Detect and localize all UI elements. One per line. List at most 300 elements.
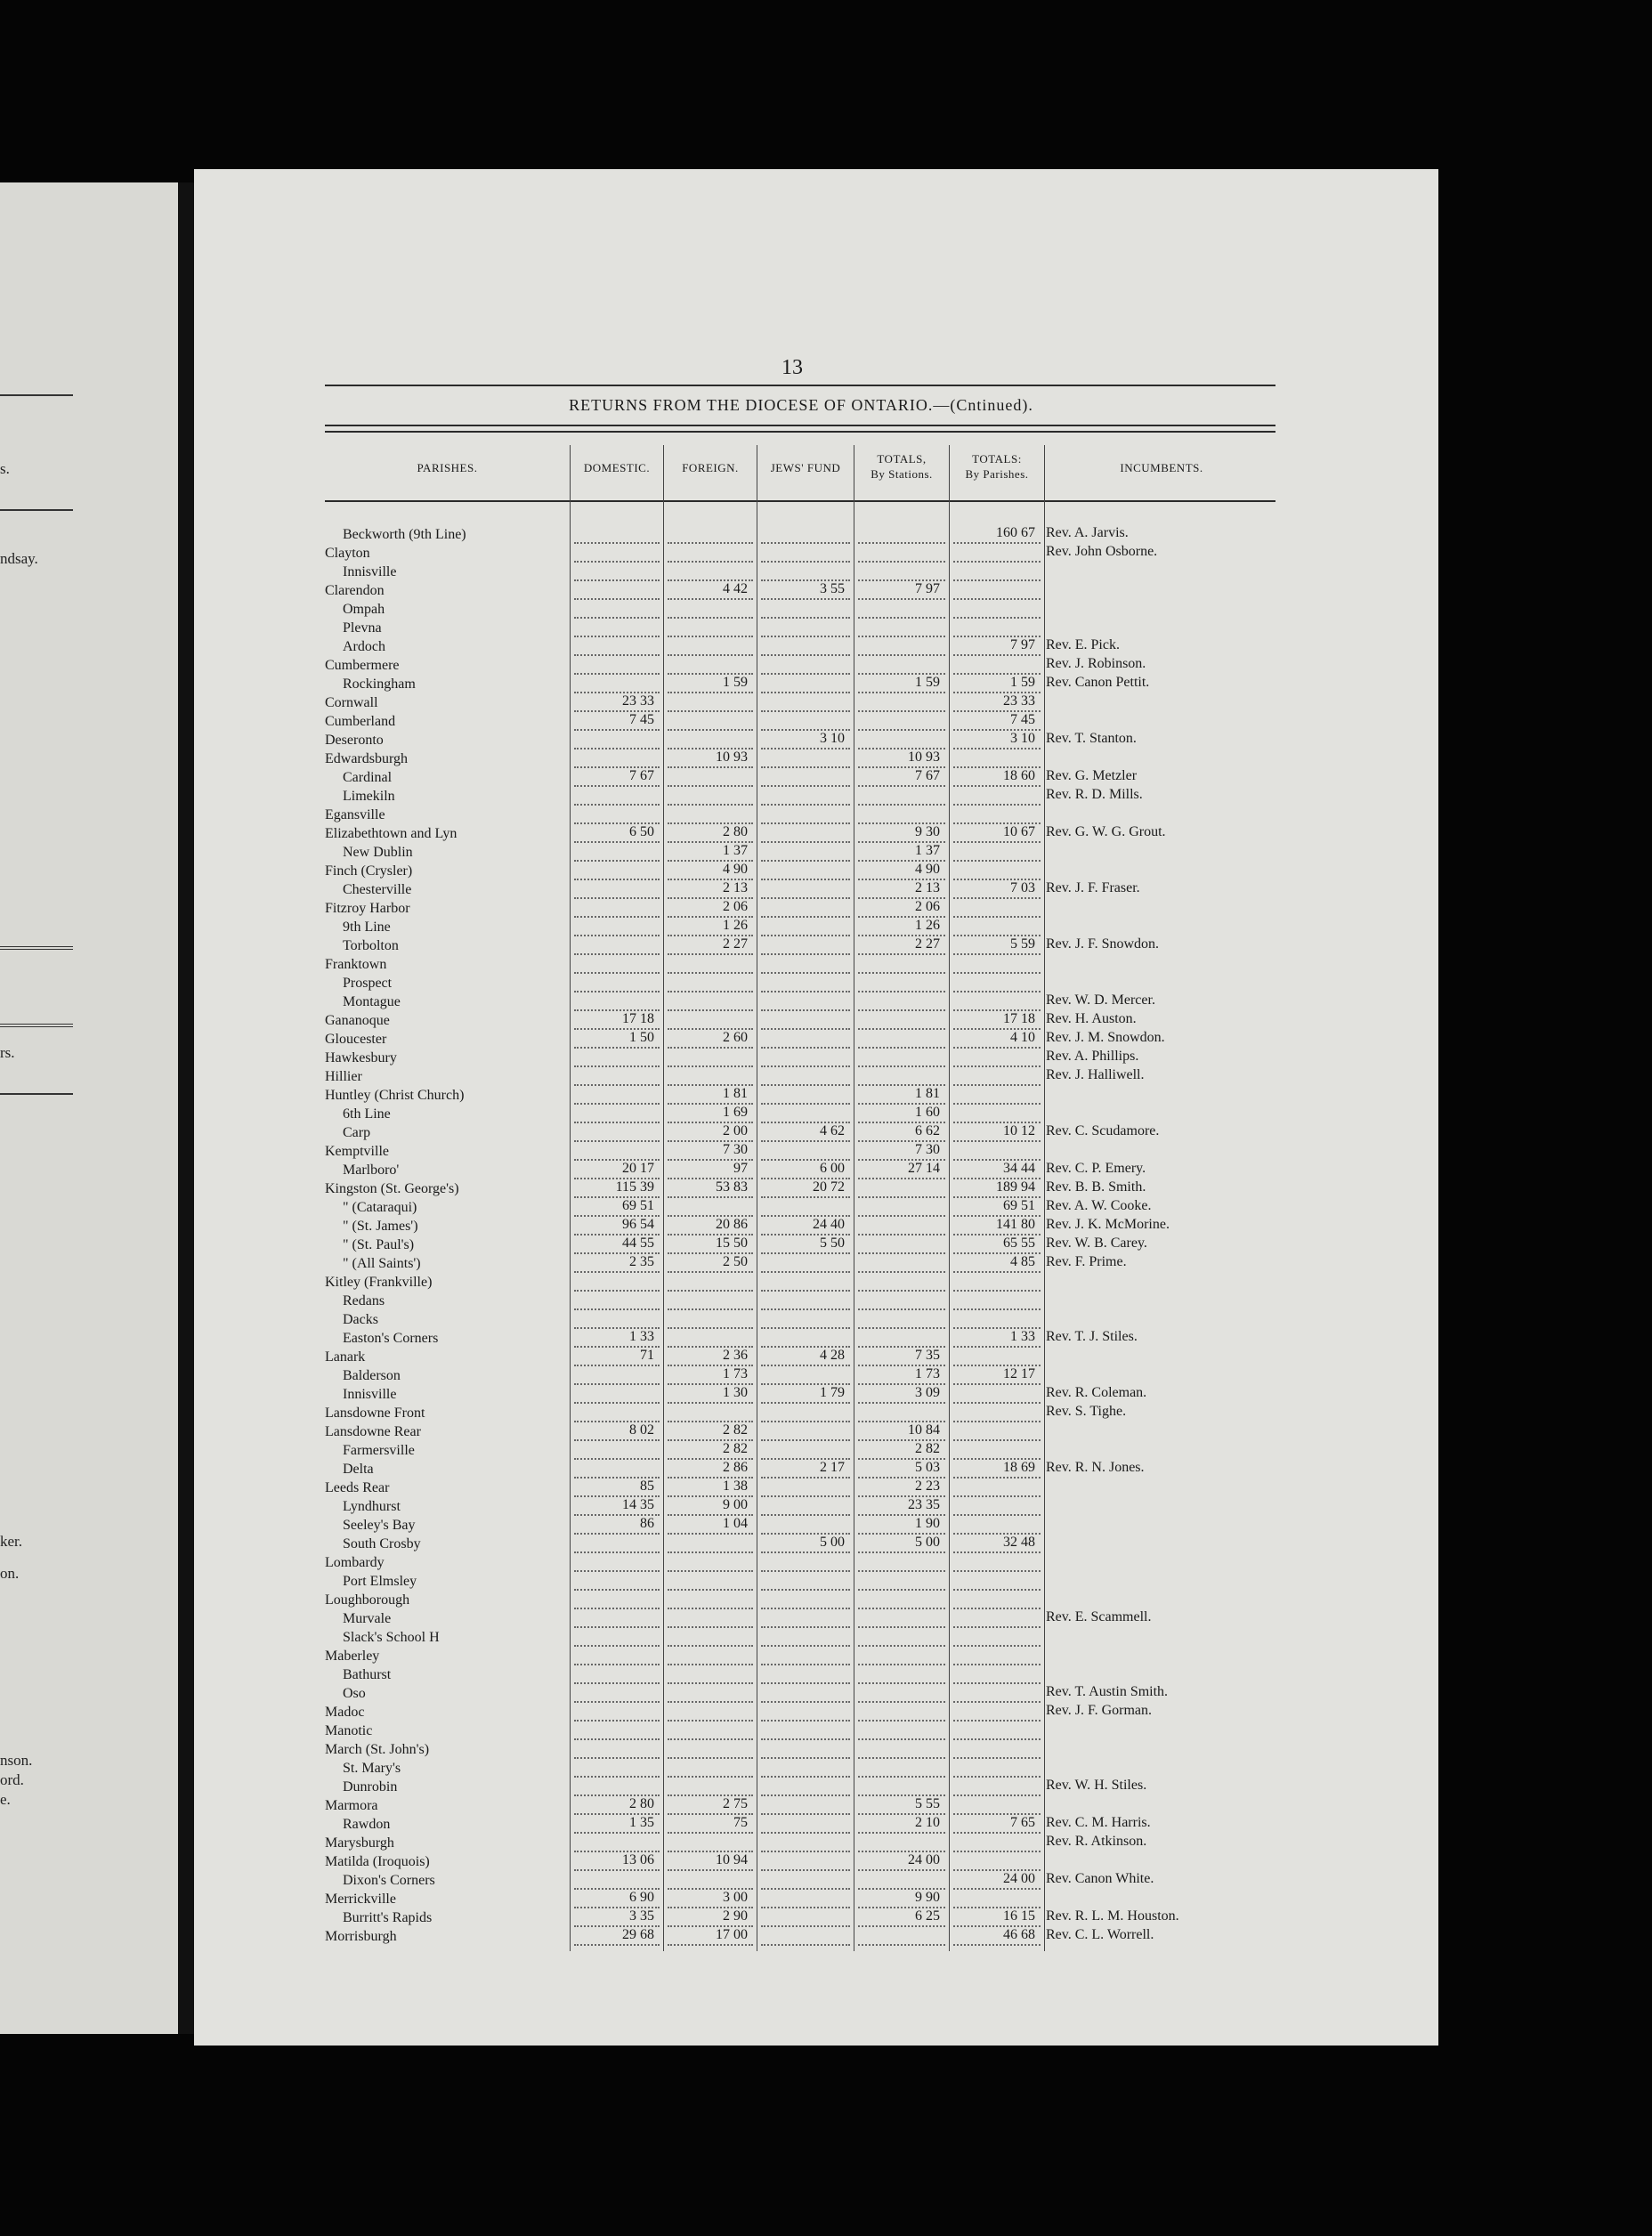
- leader-dots: [668, 1308, 753, 1310]
- cell-foreign: 1 26: [723, 918, 748, 933]
- parish-name: Innisville: [343, 564, 397, 579]
- cell-domestic: 85: [640, 1479, 654, 1494]
- parish-name: Cumberland: [325, 714, 396, 729]
- cell-parishes: 17 18: [1003, 1011, 1035, 1026]
- cell-foreign: 4 90: [723, 862, 748, 877]
- cell-foreign: 2 50: [723, 1254, 748, 1269]
- cell-stations: 7 67: [915, 768, 940, 783]
- cell-stations: 2 06: [915, 899, 940, 914]
- page-number: 13: [781, 356, 803, 379]
- cell-parishes: 69 51: [1003, 1198, 1035, 1213]
- parish-name: Egansville: [325, 807, 385, 822]
- cell-domestic: 86: [640, 1516, 654, 1531]
- cell-jews: 4 62: [820, 1123, 845, 1138]
- leader-dots: [953, 1065, 1041, 1067]
- leader-dots: [668, 1720, 753, 1722]
- header-rule: [325, 500, 1275, 502]
- leader-dots: [761, 1271, 850, 1273]
- leader-dots: [761, 1439, 850, 1441]
- cell-foreign: 2 36: [723, 1348, 748, 1363]
- cell-domestic: 8 02: [629, 1422, 654, 1438]
- parish-name: Cardinal: [343, 770, 393, 785]
- cell-jews: 3 10: [820, 731, 845, 746]
- leader-dots: [574, 1290, 660, 1292]
- leader-dots: [574, 1944, 660, 1946]
- leader-dots: [953, 579, 1041, 581]
- cell-domestic: 7 45: [629, 712, 654, 727]
- leader-dots: [761, 916, 850, 918]
- leader-dots: [574, 561, 660, 563]
- parish-name: Seeley's Bay: [343, 1518, 416, 1533]
- leader-dots: [668, 617, 753, 619]
- cell-stations: 1 60: [915, 1105, 940, 1120]
- leader-dots: [761, 841, 850, 843]
- leader-dots: [858, 1925, 945, 1927]
- parish-name: Huntley (Christ Church): [325, 1088, 465, 1103]
- cell-parishes: 18 69: [1003, 1460, 1035, 1475]
- cell-parishes: 160 67: [996, 525, 1035, 540]
- leader-dots: [574, 1664, 660, 1665]
- leader-dots: [761, 1925, 850, 1927]
- parish-name: Farmersville: [343, 1443, 415, 1458]
- incumbent-name: Rev. J. Robinson.: [1046, 656, 1146, 671]
- parish-name: Gloucester: [325, 1032, 387, 1047]
- leader-dots: [574, 1570, 660, 1572]
- header-text: TOTALS,: [877, 452, 927, 466]
- leader-dots: [953, 617, 1041, 619]
- cell-parishes: 10 67: [1003, 824, 1035, 839]
- leader-dots: [574, 1271, 660, 1273]
- leader-dots: [953, 1402, 1041, 1404]
- incumbent-name: Rev. C. P. Emery.: [1046, 1161, 1146, 1176]
- leader-dots: [953, 1421, 1041, 1422]
- incumbent-name: Rev. W. H. Stiles.: [1046, 1778, 1147, 1793]
- leader-dots: [761, 1365, 850, 1366]
- incumbent-name: Rev. T. J. Stiles.: [1046, 1329, 1138, 1344]
- leader-dots: [668, 636, 753, 637]
- leader-dots: [574, 953, 660, 955]
- left-page-fragment: [0, 182, 178, 2034]
- parish-name: Manotic: [325, 1723, 373, 1738]
- cell-domestic: 96 54: [622, 1217, 654, 1232]
- parish-name: Kemptville: [325, 1144, 389, 1159]
- cell-stations: 5 55: [915, 1796, 940, 1811]
- header-parishes: PARISHES.: [417, 461, 478, 474]
- parish-name: Matilda (Iroquois): [325, 1854, 430, 1869]
- cell-foreign: 75: [733, 1815, 748, 1830]
- leader-dots: [668, 598, 753, 600]
- cell-parishes: 18 60: [1003, 768, 1035, 783]
- leader-dots: [761, 1084, 850, 1086]
- leader-dots: [858, 729, 945, 731]
- cell-foreign: 2 06: [723, 899, 748, 914]
- leader-dots: [574, 897, 660, 899]
- leader-dots: [761, 1308, 850, 1310]
- leader-dots: [574, 991, 660, 992]
- leader-dots: [761, 1140, 850, 1142]
- leader-dots: [574, 1103, 660, 1105]
- leader-dots: [761, 1009, 850, 1011]
- leader-dots: [761, 766, 850, 768]
- leader-dots: [953, 1477, 1041, 1479]
- cell-stations: 1 26: [915, 918, 940, 933]
- parish-name: Merrickville: [325, 1892, 396, 1907]
- leader-dots: [761, 1551, 850, 1553]
- leader-dots: [858, 1327, 945, 1329]
- leader-dots: [761, 1252, 850, 1254]
- leader-dots: [761, 1794, 850, 1796]
- leader-dots: [761, 1888, 850, 1890]
- rule: [0, 946, 73, 950]
- leader-dots: [953, 1664, 1041, 1665]
- leader-dots: [668, 1701, 753, 1703]
- cell-parishes: 7 65: [1010, 1815, 1035, 1830]
- cell-domestic: 1 35: [629, 1815, 654, 1830]
- leader-dots: [761, 1757, 850, 1759]
- header-jews-fund: JEWS' FUND: [770, 461, 841, 474]
- leader-dots: [761, 804, 850, 806]
- leader-dots: [668, 1682, 753, 1684]
- leader-dots: [858, 1271, 945, 1273]
- parish-name: Rockingham: [343, 676, 416, 692]
- cell-foreign: 9 00: [723, 1497, 748, 1512]
- incumbent-name: Rev. C. L. Worrell.: [1046, 1927, 1154, 1942]
- parish-name: Finch (Crysler): [325, 863, 413, 879]
- parish-name: Bathurst: [343, 1667, 392, 1682]
- leader-dots: [574, 916, 660, 918]
- leader-dots: [761, 1720, 850, 1722]
- incumbent-name: Rev. E. Pick.: [1046, 637, 1120, 652]
- parish-name: Chesterville: [343, 882, 412, 897]
- cell-parishes: 7 97: [1010, 637, 1035, 652]
- cell-parishes: 23 33: [1003, 693, 1035, 709]
- cell-parishes: 7 45: [1010, 712, 1035, 727]
- leader-dots: [858, 1308, 945, 1310]
- leader-dots: [761, 1196, 850, 1198]
- leader-dots: [668, 1608, 753, 1609]
- leader-dots: [858, 561, 945, 563]
- cell-parishes: 189 94: [996, 1179, 1035, 1195]
- leader-dots: [858, 1178, 945, 1179]
- leader-dots: [761, 1645, 850, 1647]
- leader-dots: [668, 1832, 753, 1834]
- leader-dots: [668, 542, 753, 544]
- cell-domestic: 2 35: [629, 1254, 654, 1269]
- leader-dots: [761, 785, 850, 787]
- leader-dots: [858, 1776, 945, 1778]
- leader-dots: [953, 953, 1041, 955]
- parish-name: " (St. Paul's): [343, 1237, 415, 1252]
- incumbent-name: Rev. J. Halliwell.: [1046, 1067, 1145, 1082]
- leader-dots: [953, 916, 1041, 918]
- leader-dots: [858, 1252, 945, 1254]
- leader-dots: [668, 1869, 753, 1871]
- leader-dots: [574, 1047, 660, 1049]
- cell-jews: 24 40: [813, 1217, 845, 1232]
- leader-dots: [953, 1888, 1041, 1890]
- leader-dots: [858, 1551, 945, 1553]
- leader-dots: [953, 972, 1041, 974]
- leader-dots: [574, 1458, 660, 1460]
- parish-name: Deseronto: [325, 733, 384, 748]
- leader-dots: [858, 953, 945, 955]
- leader-dots: [858, 1290, 945, 1292]
- cell-foreign: 1 81: [723, 1086, 748, 1101]
- title-rule-2: [325, 431, 1275, 433]
- parish-name: Port Elmsley: [343, 1574, 417, 1589]
- parish-name: Cornwall: [325, 695, 378, 710]
- leader-dots: [668, 1009, 753, 1011]
- cell-foreign: 2 75: [723, 1796, 748, 1811]
- text-fragment: ker.: [0, 1533, 23, 1550]
- incumbent-name: Rev. A. W. Cooke.: [1046, 1198, 1152, 1213]
- cell-domestic: 115 39: [615, 1179, 654, 1195]
- cell-stations: 5 00: [915, 1535, 940, 1550]
- parish-name: Gananoque: [325, 1013, 390, 1028]
- cell-domestic: 23 33: [622, 693, 654, 709]
- parish-name: Rawdon: [343, 1817, 391, 1832]
- leader-dots: [574, 841, 660, 843]
- leader-dots: [761, 1907, 850, 1908]
- leader-dots: [668, 1645, 753, 1647]
- parish-name: Torbolton: [343, 938, 399, 953]
- leader-dots: [761, 1589, 850, 1591]
- leader-dots: [953, 1514, 1041, 1516]
- leader-dots: [858, 1664, 945, 1665]
- leader-dots: [574, 1720, 660, 1722]
- incumbent-name: Rev. G. W. G. Grout.: [1046, 824, 1166, 839]
- cell-domestic: 13 06: [622, 1852, 654, 1867]
- leader-dots: [668, 1589, 753, 1591]
- parish-name: Maberley: [325, 1649, 380, 1664]
- leader-dots: [761, 860, 850, 862]
- cell-domestic: 14 35: [622, 1497, 654, 1512]
- leader-dots: [761, 1065, 850, 1067]
- parish-name: Innisville: [343, 1387, 397, 1402]
- leader-dots: [761, 1851, 850, 1852]
- cell-stations: 5 03: [915, 1460, 940, 1475]
- leader-dots: [574, 1122, 660, 1123]
- parish-name: Lyndhurst: [343, 1499, 401, 1514]
- leader-dots: [858, 1608, 945, 1609]
- incumbent-name: Rev. G. Metzler: [1046, 768, 1138, 783]
- cell-parishes: 1 33: [1010, 1329, 1035, 1344]
- leader-dots: [574, 598, 660, 600]
- leader-dots: [761, 1103, 850, 1105]
- leader-dots: [668, 804, 753, 806]
- parish-name: Cumbermere: [325, 658, 400, 673]
- cell-jews: 4 28: [820, 1348, 845, 1363]
- parish-name: Redans: [343, 1293, 385, 1308]
- parish-name: Marlboro': [343, 1163, 400, 1178]
- leader-dots: [574, 617, 660, 619]
- leader-dots: [668, 1776, 753, 1778]
- leader-dots: [668, 1196, 753, 1198]
- leader-dots: [858, 1720, 945, 1722]
- leader-dots: [858, 1589, 945, 1591]
- cell-stations: 1 73: [915, 1366, 940, 1381]
- cell-foreign: 2 80: [723, 824, 748, 839]
- parish-name: Marysburgh: [325, 1835, 394, 1851]
- leader-dots: [858, 1738, 945, 1740]
- leader-dots: [668, 1402, 753, 1404]
- cell-domestic: 1 50: [629, 1030, 654, 1045]
- cell-foreign: 2 13: [723, 880, 748, 895]
- leader-dots: [953, 1794, 1041, 1796]
- cell-stations: 2 27: [915, 936, 940, 952]
- cell-jews: 6 00: [820, 1161, 845, 1176]
- incumbent-name: Rev. E. Scammell.: [1046, 1609, 1152, 1624]
- cell-foreign: 2 90: [723, 1908, 748, 1924]
- cell-stations: 2 13: [915, 880, 940, 895]
- leader-dots: [668, 1626, 753, 1628]
- parish-name: Dunrobin: [343, 1779, 398, 1794]
- column-rule: [663, 445, 664, 1951]
- parish-name: Marmora: [325, 1798, 378, 1813]
- cell-stations: 2 82: [915, 1441, 940, 1456]
- page-title: RETURNS FROM THE DIOCESE OF ONTARIO.—(Cntinued).: [569, 396, 1033, 414]
- cell-foreign: 2 86: [723, 1460, 748, 1475]
- leader-dots: [858, 1757, 945, 1759]
- leader-dots: [953, 654, 1041, 656]
- leader-dots: [953, 1495, 1041, 1497]
- leader-dots: [668, 1757, 753, 1759]
- rule: [0, 394, 73, 396]
- leader-dots: [858, 542, 945, 544]
- leader-dots: [574, 1757, 660, 1759]
- leader-dots: [953, 1701, 1041, 1703]
- leader-dots: [953, 1570, 1041, 1572]
- parish-name: Hawkesbury: [325, 1050, 397, 1065]
- leader-dots: [953, 1271, 1041, 1273]
- text-fragment: ndsay.: [0, 550, 38, 567]
- cell-parishes: 10 12: [1003, 1123, 1035, 1138]
- leader-dots: [668, 692, 753, 693]
- cell-domestic: 6 90: [629, 1890, 654, 1905]
- leader-dots: [574, 1626, 660, 1628]
- parish-name: Slack's School H: [343, 1630, 440, 1645]
- leader-dots: [858, 972, 945, 974]
- cell-foreign: 97: [733, 1161, 748, 1176]
- cell-jews: 3 55: [820, 581, 845, 596]
- cell-foreign: 2 27: [723, 936, 748, 952]
- cell-foreign: 1 38: [723, 1479, 748, 1494]
- leader-dots: [668, 766, 753, 768]
- text-fragment: s.: [0, 460, 10, 477]
- leader-dots: [953, 542, 1041, 544]
- leader-dots: [953, 598, 1041, 600]
- leader-dots: [761, 1570, 850, 1572]
- parish-name: Morrisburgh: [325, 1929, 397, 1944]
- parish-name: Madoc: [325, 1705, 365, 1720]
- cell-foreign: 1 69: [723, 1105, 748, 1120]
- cell-foreign: 20 86: [716, 1217, 748, 1232]
- leader-dots: [761, 1701, 850, 1703]
- incumbent-name: Rev. R. Atkinson.: [1046, 1834, 1147, 1849]
- leader-dots: [761, 991, 850, 992]
- cell-parishes: 34 44: [1003, 1161, 1035, 1176]
- leader-dots: [761, 1327, 850, 1329]
- incumbent-name: Rev. J. K. McMorine.: [1046, 1217, 1170, 1232]
- cell-stations: 6 25: [915, 1908, 940, 1924]
- leader-dots: [953, 1738, 1041, 1740]
- cell-foreign: 3 00: [723, 1890, 748, 1905]
- cell-domestic: 44 55: [622, 1235, 654, 1251]
- leader-dots: [953, 841, 1041, 843]
- leader-dots: [574, 1308, 660, 1310]
- incumbent-name: Rev. R. Coleman.: [1046, 1385, 1147, 1400]
- incumbent-name: Rev. W. D. Mercer.: [1046, 992, 1155, 1008]
- leader-dots: [858, 1009, 945, 1011]
- leader-dots: [761, 1682, 850, 1684]
- leader-dots: [761, 935, 850, 936]
- incumbent-name: Rev. John Osborne.: [1046, 544, 1158, 559]
- cell-stations: 23 35: [908, 1497, 940, 1512]
- text-fragment: ord.: [0, 1771, 24, 1788]
- cell-parishes: 4 10: [1010, 1030, 1035, 1045]
- leader-dots: [574, 1776, 660, 1778]
- cell-stations: 1 90: [915, 1516, 940, 1531]
- leader-dots: [953, 748, 1041, 749]
- leader-dots: [668, 1551, 753, 1553]
- parish-name: Prospect: [343, 976, 393, 991]
- incumbent-name: Rev. T. Austin Smith.: [1046, 1684, 1169, 1699]
- parish-name: Plevna: [343, 620, 382, 636]
- leader-dots: [761, 1028, 850, 1030]
- leader-dots: [668, 1327, 753, 1329]
- cell-foreign: 1 73: [723, 1366, 748, 1381]
- leader-dots: [574, 785, 660, 787]
- incumbent-name: Rev. F. Prime.: [1046, 1254, 1127, 1269]
- parish-name: Ompah: [343, 602, 385, 617]
- cell-domestic: 20 17: [622, 1161, 654, 1176]
- header-domestic: DOMESTIC.: [583, 461, 651, 474]
- leader-dots: [953, 1589, 1041, 1591]
- header-totals-parishes: [950, 451, 1044, 482]
- header-text: TOTALS:: [972, 452, 1022, 466]
- leader-dots: [668, 953, 753, 955]
- header-foreign: FOREIGN.: [682, 461, 739, 474]
- cell-stations: 9 30: [915, 824, 940, 839]
- leader-dots: [953, 1944, 1041, 1946]
- leader-dots: [761, 1421, 850, 1422]
- cell-domestic: 3 35: [629, 1908, 654, 1924]
- incumbent-name: Rev. B. B. Smith.: [1046, 1179, 1146, 1195]
- header-text: By Parishes.: [965, 467, 1029, 481]
- leader-dots: [858, 1869, 945, 1871]
- cell-parishes: 32 48: [1003, 1535, 1035, 1550]
- cell-foreign: 2 60: [723, 1030, 748, 1045]
- incumbent-name: Rev. S. Tighe.: [1046, 1404, 1127, 1419]
- text-fragment: on.: [0, 1565, 20, 1582]
- cell-foreign: 15 50: [716, 1235, 748, 1251]
- cell-stations: 27 14: [908, 1161, 940, 1176]
- leader-dots: [574, 729, 660, 731]
- leader-dots: [953, 1645, 1041, 1647]
- leader-dots: [858, 1065, 945, 1067]
- incumbent-name: Rev. W. B. Carey.: [1046, 1235, 1147, 1251]
- leader-dots: [574, 1065, 660, 1067]
- cell-jews: 5 00: [820, 1535, 845, 1550]
- leader-dots: [761, 1813, 850, 1815]
- leader-dots: [761, 710, 850, 712]
- leader-dots: [761, 654, 850, 656]
- cell-foreign: 2 82: [723, 1441, 748, 1456]
- leader-dots: [574, 1365, 660, 1366]
- cell-parishes: 46 68: [1003, 1927, 1035, 1942]
- leader-dots: [574, 1084, 660, 1086]
- cell-stations: 2 10: [915, 1815, 940, 1830]
